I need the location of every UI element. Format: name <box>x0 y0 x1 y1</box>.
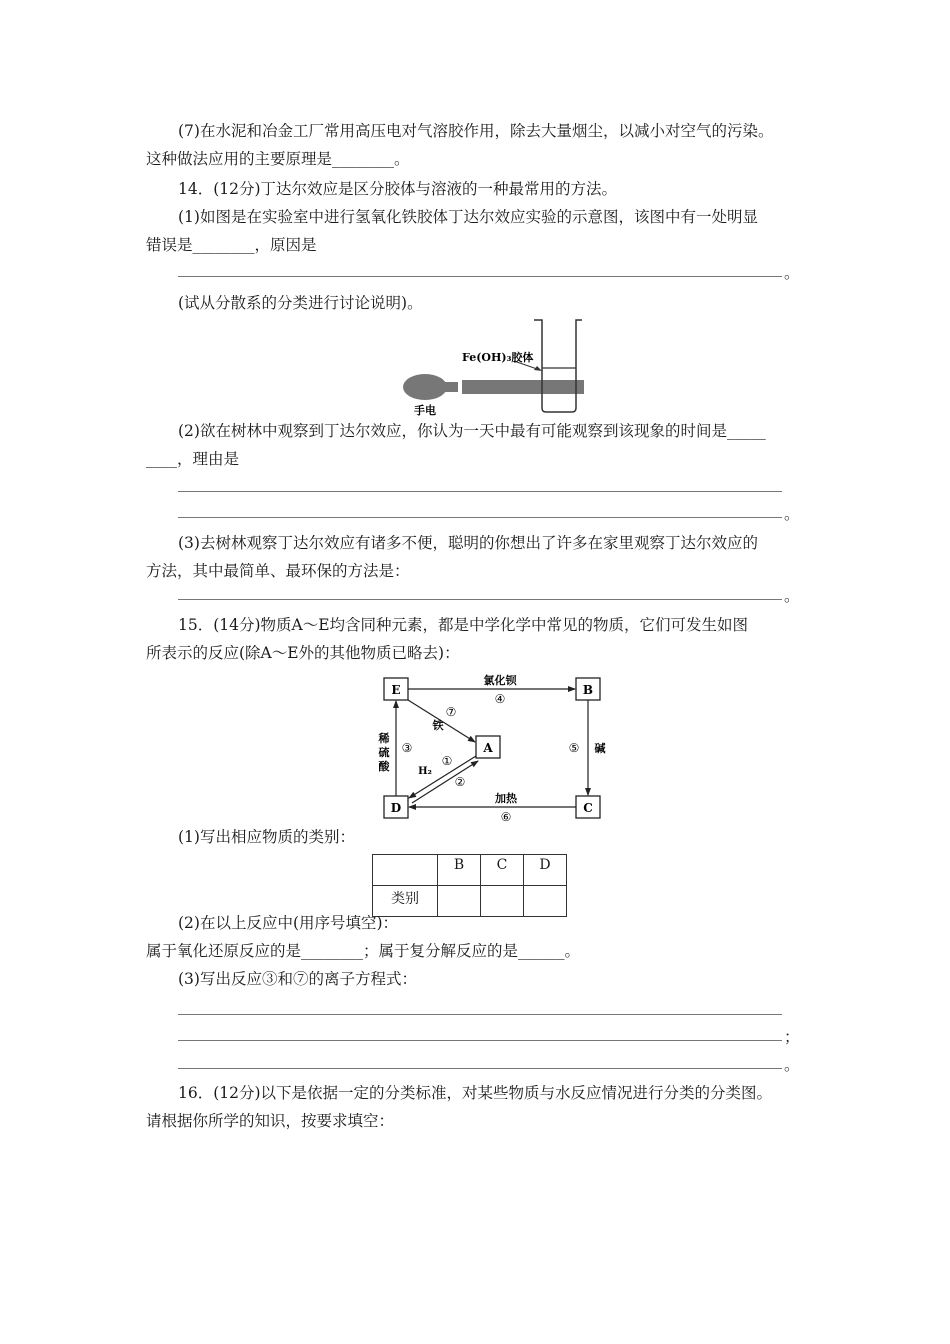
flashlight-body <box>440 382 458 392</box>
answer-line <box>178 1040 782 1041</box>
reagent-C-D: 加热 <box>495 792 517 805</box>
answer-line <box>178 1014 782 1015</box>
reaction-diagram <box>360 668 620 828</box>
reagent-D-E-2: 硫 <box>378 746 390 759</box>
category-table <box>372 854 567 917</box>
table-row <box>373 886 567 917</box>
answer-line <box>178 1068 782 1069</box>
tyndall-experiment-figure <box>396 316 596 416</box>
q14-part3-line2: 方法，其中最简单、最环保的方法是： <box>146 562 410 580</box>
reagent-A-D: H₂ <box>418 766 432 777</box>
node-A-label: A <box>483 741 493 755</box>
node-E-label: E <box>391 683 401 697</box>
node-B-label: B <box>582 683 594 697</box>
reagent-D-E-1: 稀 <box>378 732 390 745</box>
q14-part2-line2: ____，理由是 <box>146 450 240 468</box>
colloid-label: Fe(OH)₃胶体 <box>462 351 534 364</box>
flashlight-label: 手电 <box>414 404 436 416</box>
q15-part2-answer: 属于氧化还原反应的是________；属于复分解反应的是______。 <box>146 942 581 960</box>
answer-cell[interactable] <box>524 886 567 917</box>
node-D-label: D <box>390 801 402 815</box>
q15-part1: (1)写出相应物质的类别： <box>178 828 355 846</box>
q13-part7-line1: (7)在水泥和冶金工厂常用高压电对气溶胶作用，除去大量烟尘，以减小对空气的污染。 <box>178 122 774 140</box>
node-C-label: C <box>583 801 593 815</box>
answer-line <box>178 491 782 492</box>
light-beam <box>462 380 584 394</box>
reagent-B-C: 碱 <box>594 742 606 755</box>
end-mark: 。 <box>784 587 800 605</box>
q16-stem-line1: 16．(12分)以下是依据一定的分类标准，对某些物质与水反应情况进行分类的分类图。 <box>178 1084 773 1102</box>
num-E-A: ⑦ <box>445 705 457 719</box>
q15-stem-line2: 所表示的反应(除A～E外的其他物质已略去)： <box>146 644 460 662</box>
q15-part3: (3)写出反应③和⑦的离子方程式： <box>178 970 417 988</box>
end-mark: 。 <box>784 264 800 282</box>
num-A-D: ① <box>441 754 453 768</box>
end-mark: ； <box>784 1028 800 1046</box>
num-B-C: ⑤ <box>568 741 580 755</box>
reagent-E-B: 氯化钡 <box>483 674 517 687</box>
q14-part2-line1: (2)欲在树林中观察到丁达尔效应，你认为一天中最有可能观察到该现象的时间是_____ <box>178 422 766 440</box>
num-E-B: ④ <box>494 692 506 706</box>
q14-part1-line1: (1)如图是在实验室中进行氢氧化铁胶体丁达尔效应实验的示意图，该图中有一处明显 <box>178 208 758 226</box>
table-header-cell: C <box>481 855 524 886</box>
q13-part7-line2: 这种做法应用的主要原理是________。 <box>146 150 410 168</box>
q16-stem-line2: 请根据你所学的知识，按要求填空： <box>146 1112 395 1130</box>
end-mark: 。 <box>784 1056 800 1074</box>
answer-cell[interactable] <box>481 886 524 917</box>
table-header-cell: B <box>438 855 481 886</box>
answer-line <box>178 599 782 600</box>
q14-part1-line2: 错误是________，原因是 <box>146 236 317 254</box>
beaker <box>534 320 582 412</box>
reagent-D-E-3: 酸 <box>378 760 390 773</box>
answer-cell[interactable] <box>438 886 481 917</box>
q14-part3-line1: (3)去树林观察丁达尔效应有诸多不便，聪明的你想出了许多在家里观察丁达尔效应的 <box>178 534 758 552</box>
num-D-E: ③ <box>401 741 413 755</box>
q14-part1-note: (试从分散系的分类进行讨论说明)。 <box>178 294 423 312</box>
q15-part2: (2)在以上反应中(用序号填空)： <box>178 914 399 932</box>
table-header-cell <box>373 855 438 886</box>
num-D-A: ② <box>454 775 466 789</box>
table-header-cell: D <box>524 855 567 886</box>
table-row-label: 类别 <box>373 886 438 917</box>
answer-line <box>178 276 782 277</box>
num-C-D: ⑥ <box>500 810 512 824</box>
q14-stem: 14．(12分)丁达尔效应是区分胶体与溶液的一种最常用的方法。 <box>178 180 618 198</box>
end-mark: 。 <box>784 505 800 523</box>
reagent-E-A: 铁 <box>432 719 444 732</box>
table-row <box>373 855 567 886</box>
answer-line <box>178 517 782 518</box>
q15-stem-line1: 15．(14分)物质A～E均含同种元素，都是中学化学中常见的物质，它们可发生如图 <box>178 616 749 634</box>
